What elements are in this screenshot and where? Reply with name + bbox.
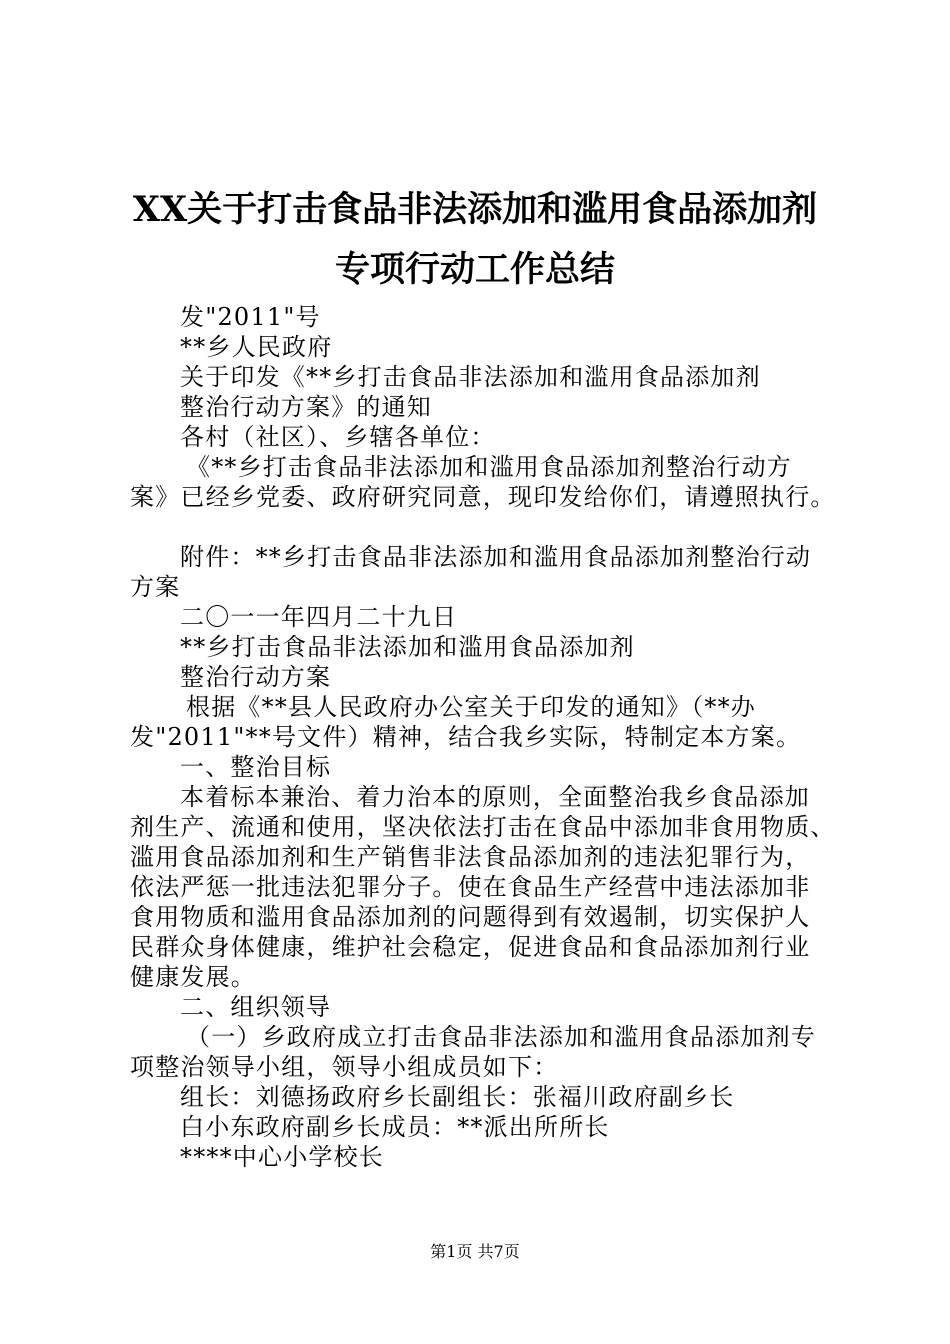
issuer: **乡人民政府 (180, 333, 333, 361)
attachment-line: 方案 (130, 573, 181, 601)
member-line: 白小东政府副乡长成员：**派出所所长 (180, 1113, 610, 1141)
notice-title-line-2: 整治行动方案》的通知 (180, 393, 432, 421)
notice-title-line-1: 关于印发《**乡打击食品非法添加和滥用食品添加剂 (180, 363, 761, 391)
paragraph-line: 民群众身体健康，维护社会稳定，促进食品和食品添加剂行业 (130, 933, 811, 961)
section-heading: 一、整治目标 (180, 753, 332, 781)
paragraph-line: 健康发展。 (130, 963, 256, 991)
paragraph-line: （一）乡政府成立打击食品非法添加和滥用食品添加剂专 (186, 1023, 816, 1051)
member-line: ****中心小学校长 (180, 1143, 384, 1171)
doc-number: 发"2011"号 (180, 303, 321, 331)
paragraph-line: 项整治领导小组，领导小组成员如下： (130, 1053, 559, 1081)
page-footer: 第1页 共7页 (430, 1242, 520, 1261)
paragraph-line: 根据《**县人民政府办公室关于印发的通知》（**办 (186, 693, 756, 721)
plan-title-line-1: **乡打击食品非法添加和滥用食品添加剂 (180, 633, 635, 661)
paragraph-line: 案》已经乡党委、政府研究同意，现印发给你们，请遵照执行。 (130, 483, 836, 511)
paragraph-line: 食用物质和滥用食品添加剂的问题得到有效遏制，切实保护人 (130, 903, 811, 931)
plan-title-line-2: 整治行动方案 (180, 663, 332, 691)
section-heading: 二、组织领导 (180, 993, 332, 1021)
paragraph-line: 《**乡打击食品非法添加和滥用食品添加剂整治行动方 (186, 453, 792, 481)
blank-line (130, 512, 850, 542)
recipients: 各村（社区）、乡辖各单位： (180, 423, 496, 451)
paragraph-line: 依法严惩一批违法犯罪分子。使在食品生产经营中违法添加非 (130, 873, 811, 901)
document-title-line-1: XX关于打击食品非法添加和滥用食品添加剂 (132, 189, 818, 230)
date-line: 二〇一一年四月二十九日 (180, 603, 458, 631)
paragraph-line: 发"2011"**号文件）精神，结合我乡实际，特制定本方案。 (130, 723, 802, 751)
paragraph-line: 本着标本兼治、着力治本的原则，全面整治我乡食品添加 (180, 783, 810, 811)
attachment-line: 附件：**乡打击食品非法添加和滥用食品添加剂整治行动 (180, 543, 812, 571)
paragraph-line: 滥用食品添加剂和生产销售非法食品添加剂的违法犯罪行为， (130, 843, 811, 871)
member-line: 组长：刘德扬政府乡长副组长：张福川政府副乡长 (180, 1083, 735, 1111)
paragraph-line: 剂生产、流通和使用，坚决依法打击在食品中添加非食用物质、 (130, 813, 836, 841)
document-title-line-2: 专项行动工作总结 (334, 249, 615, 290)
document-body (130, 302, 850, 1172)
